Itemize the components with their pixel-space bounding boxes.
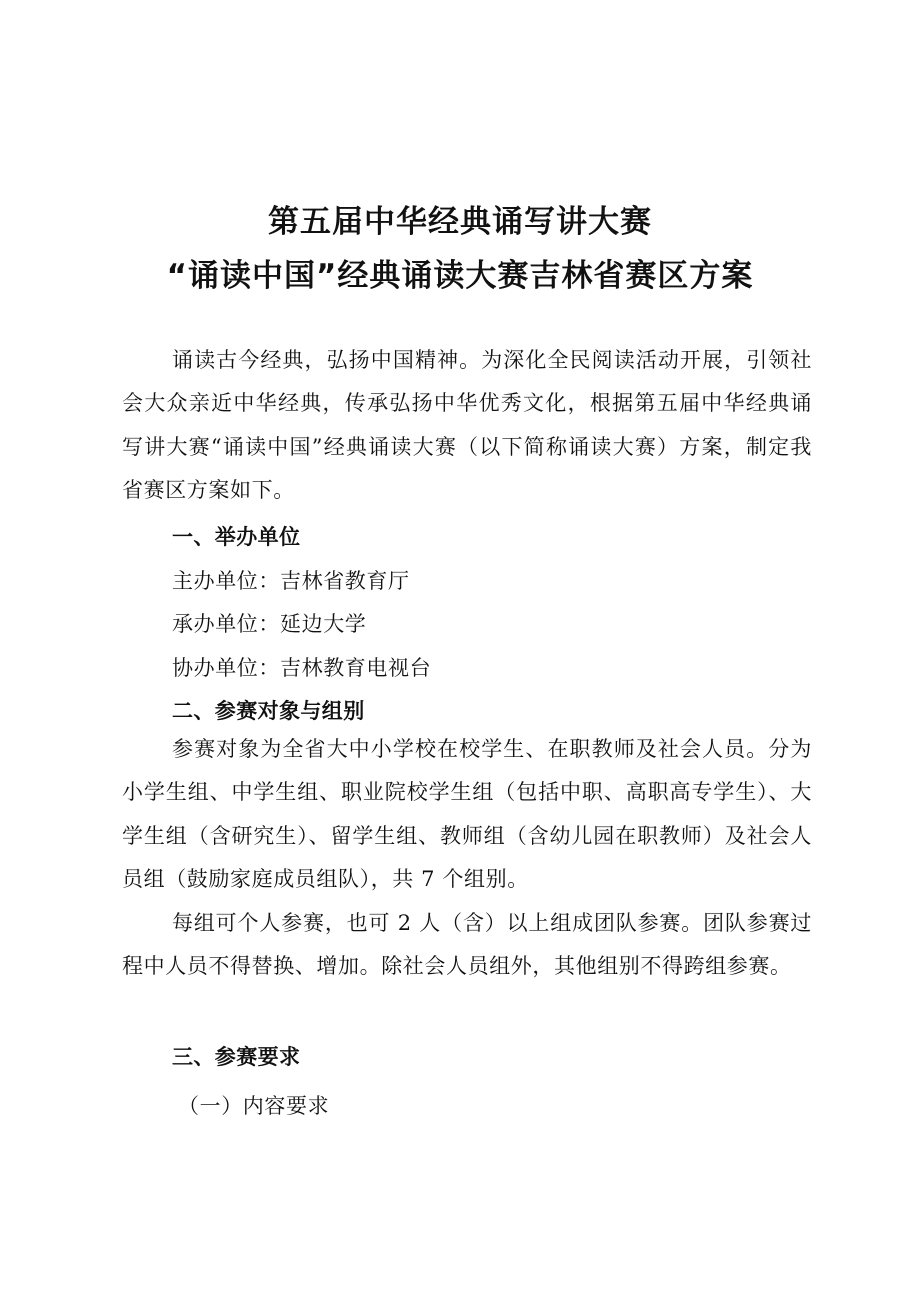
host-unit-line: 主办单位：吉林省教育厅 xyxy=(172,569,410,593)
intro-paragraph: 诵读古今经典，弘扬中国精神。为深化全民阅读活动开展，引领社会大众亲近中华经典，传承弘扬中华优秀文化，根据第五届中华经典诵写讲大赛“诵读中国”经典诵读大赛（以下简称诵读大赛）方案，制定我省赛区方案如下。 xyxy=(122,348,812,503)
content-requirements-subheading: （一）内容要求 xyxy=(178,1094,330,1118)
document-title-line1: 第五届中华经典诵写讲大赛 xyxy=(268,204,652,240)
participants-paragraph: 参赛对象为全省大中小学校在校学生、在职教师及社会人员。分为小学生组、中学生组、职业院校学生组（包括中职、高职高专学生）、大学生组（含研究生）、留学生组、教师组（含幼儿园在职教师）及社会人员组（鼓励家庭成员组队），共 7 个组别。 xyxy=(122,737,812,892)
section3-heading: 三、参赛要求 xyxy=(172,1045,301,1069)
section2-heading: 二、参赛对象与组别 xyxy=(172,699,365,723)
section1-heading: 一、举办单位 xyxy=(172,525,301,549)
organizer-unit-line: 承办单位：延边大学 xyxy=(172,612,367,636)
team-rules-paragraph: 每组可个人参赛，也可 2 人（含）以上组成团队参赛。团队参赛过程中人员不得替换、增加。除社会人员组外，其他组别不得跨组参赛。 xyxy=(122,911,812,979)
co-organizer-unit-line: 协办单位：吉林教育电视台 xyxy=(172,656,432,680)
document-title-line2: “诵读中国”经典诵读大赛吉林省赛区方案 xyxy=(166,258,754,294)
